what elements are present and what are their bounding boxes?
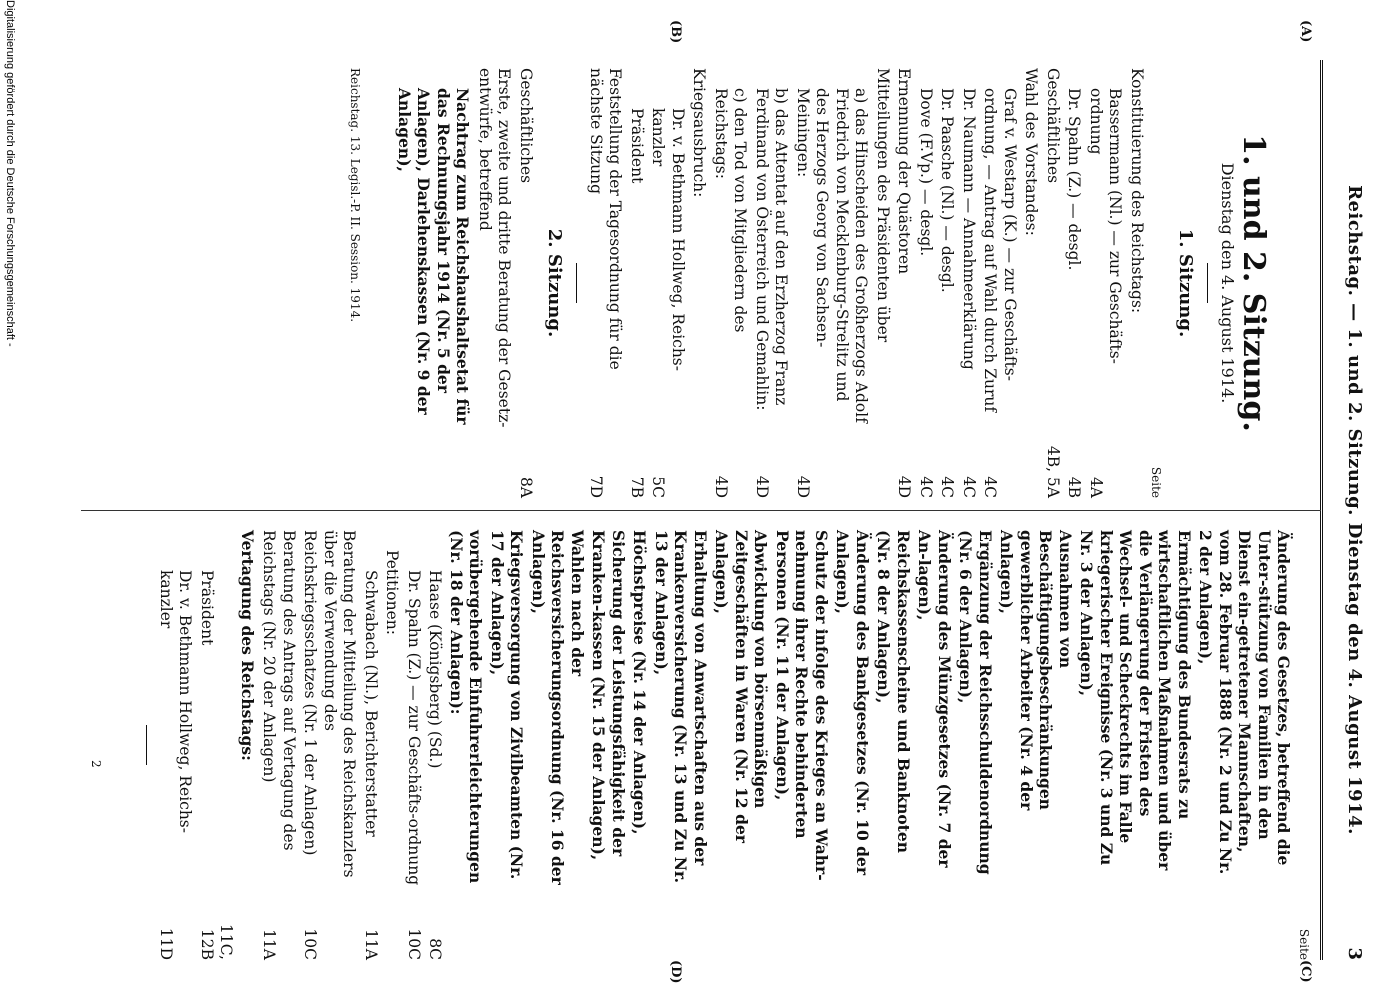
short-rule [147,725,148,765]
toc-entry [793,68,871,498]
toc-entry [488,530,527,960]
toc-entry [1196,530,1294,960]
toc-page: 7D [587,475,605,498]
toc-entry [1077,530,1194,960]
toc-entry [382,530,402,960]
toc-entry [894,68,914,498]
toc-text: Graf v. Westarp (K.) — zur Geschäfts-ordnung, — Antrag auf Wahl durch Zuruf [981,88,1019,413]
toc-entry [300,530,359,960]
toc-text: Änderung des Bankgesetzes (Nr. 10 der Anlagen), [833,530,872,876]
toc-entry [516,68,536,498]
marker-d: (D) [668,960,683,984]
running-head-title: Reichstag. — 1. und 2. Sitzung. Dienstag den 4. August 1914. [1344,185,1365,835]
toc-text: Haase (Königsberg) (Sd.) [426,570,445,769]
toc-entry [238,530,258,960]
toc-page: 4C [917,476,935,498]
toc-text: Schutz der infolge des Krieges an Wahr-nehmung ihrer Rechte behinderten Personen (Nr. 11 der Anlagen), [773,530,831,881]
toc-entry [752,68,791,498]
toc-text: Geschäftliches [1044,68,1062,184]
toc-text: Änderung des Gesetzes, betreffend die Unter-stützung von Familien in den Dienst ein-getretener Mannschaften, vom 28. Februar 1888 (Nr. 2 und Zu Nr. 2 der Anlagen), [1196,530,1294,875]
right-page-number: 3 [1344,947,1365,960]
toc-entry [425,530,445,960]
toc-entry [648,68,687,498]
toc-page: 10C [405,928,423,960]
toc-entry [833,530,872,960]
toc-text: Bassermann (Nl.) — zur Geschäfts-ordnung [1087,88,1125,364]
toc-page: 4C [981,476,1000,498]
toc-text: Ermächtigung des Bundesrats zu wirtschaftlichen Maßnahmen und über die Verlängerung der Fristen des Wechsel- und Scheckrechts im Falle kriegerischer Ereignisse (Nr. 3 und Zu Nr. 3 der Anlagen), [1077,530,1194,871]
toc-page: 4C [938,476,957,498]
toc-text: Präsident [628,108,646,184]
page-title: 1. und 2. Sitzung. [1236,134,1271,432]
toc-page: 4D [712,475,730,498]
toc-page: 4D [895,475,914,498]
toc-entry [589,530,628,960]
toc-entry [447,530,486,960]
toc-entry [652,530,711,960]
toc-text: Dr. Spahn (Z.) — zur Geschäfts-ordnung [405,570,423,886]
toc-page: 4B, 5A [1044,445,1062,498]
toc-entry [916,68,936,498]
running-head [1343,60,1383,960]
toc-entry [712,530,771,960]
toc-entry [997,530,1075,960]
toc-entry [937,68,957,498]
session-date: Dienstag den 4. August 1914. [1218,162,1238,404]
toc-text: Vertagung des Reichstags: [238,530,257,761]
toc-entry [197,530,236,960]
toc-text: Ernennung der Quästoren [895,68,914,275]
toc-text: Feststellung der Tagesordnung für die nächste Sitzung [587,68,625,370]
toc-text: a) das Hinscheiden des Großherzogs Adolf Friedrich von Mecklenburg-Strelitz und des Herzogs Georg von Sachsen-Meiningen: [794,88,871,423]
toc-text: Präsident [198,570,216,646]
dfg-credit: Digitalisierung gefördert durch die Deutsche Forschungsgemeinschaft - [4,0,16,347]
toc-entry [1064,68,1084,498]
toc-entry [689,68,709,498]
toc-page: 11C, 12B [198,924,236,960]
toc-text: Wahlen nach der Reichsversicherungsordnung (Nr. 16 der Anlagen), [529,530,587,885]
toc-page: 11A [362,929,380,960]
toc-page: 7B [628,476,646,498]
marker-a: (A) [1298,20,1313,43]
toc-page: 4C [960,476,978,498]
toc-text: Wahl des Vorstandes: [1022,68,1041,236]
session-1-heading: 1. Sitzung. [1175,228,1196,338]
toc-text: Schwabach (Nl.), Berichterstatter [362,570,380,837]
toc-text: vorübergehende Einfuhrerleichterungen (Nr. 18 der Anlagen): [447,530,486,884]
toc-text: Dr. v. Bethmann Hollweg, Reichs-kanzler [157,570,195,834]
toc-text: Ergänzung der Reichsschuldenordnung (Nr. 6 der Anlagen), [956,530,995,875]
toc-entry [873,68,893,498]
toc-text: Dr. Spahn (Z.) — desgl. [1065,88,1084,271]
toc-entry [956,530,995,960]
marker-c: (C) [1298,960,1313,983]
toc-page: 4B [1065,476,1084,498]
toc-text: Erste, zweite und dritte Beratung der Gesetz-entwürfe, betreffend [476,68,514,428]
toc-page: 8C [426,938,445,960]
dfg-margin [2,0,20,1000]
toc-text: Dr. v. Bethmann Hollweg, Reichs-kanzler [649,108,687,372]
toc-text: Kriegsversorgung von Zivilbeamten (Nr. 17 der Anlagen), [488,530,527,880]
toc-text: Nachtrag zum Reichshaushaltsetat für das Rechnungsjahr 1914 (Nr. 5 der Anlagen), Darlehenskassen (Nr. 9 der Anlagen), [395,88,473,425]
toc-page: 10C [301,928,320,960]
toc-page: 4D [753,475,771,498]
toc-text: Ausnahmen von Beschäftigungsbeschränkungen gewerblicher Arbeiter (Nr. 4 der Anlagen), [997,530,1075,811]
toc-entry [361,530,381,960]
toc-entry [259,530,298,960]
toc-page: 8A [517,476,535,498]
toc-text: Konstituierung des Reichstags: [1128,68,1146,314]
footer-note: Reichstag. 13. Legisl.-P. II. Session. 1914. [348,68,363,323]
toc-entry [1021,68,1041,498]
toc-text: Höchstpreise (Nr. 14 der Anlagen), [630,530,650,835]
toc-page: 4D [794,475,812,498]
toc-entry [1127,68,1147,498]
toc-entry [630,530,650,960]
toc-entry [395,68,473,498]
left-column [345,68,1313,498]
toc-entry [915,530,954,960]
toc-text: Beratung der Mitteilung des Reichskanzlers über die Verwendung des Reichskriegsschatzes (Nr. 1 der Anlagen) [301,530,359,878]
toc-text: Kriegsausbruch: [690,68,709,198]
toc-text: Sicherung der Leistungsfähigkeit der Kranken-kassen (Nr. 15 der Anlagen), [589,530,628,861]
short-rule [1207,263,1208,303]
page-number-bottom: 2 [89,760,103,768]
right-column [139,530,1314,960]
toc-text: Änderung des Münzgesetzes (Nr. 7 der An-lagen), [915,530,954,868]
toc-page: 4A [1087,476,1105,498]
toc-entry [773,530,832,960]
column-divider [81,510,1321,511]
toc-entry [404,530,424,960]
toc-text: Abwicklung von börsenmäßigen Zeitgeschäften in Waren (Nr. 12 der Anlagen), [712,530,771,843]
toc-text: Mitteilungen des Präsidenten über [874,68,892,343]
toc-text: Petitionen: [383,550,402,635]
short-rule [577,263,578,303]
toc-entry [586,68,625,498]
seite-label-left: Seite [1149,466,1164,498]
toc-entry [1086,68,1125,498]
toc-text: Geschäftliches [517,68,535,184]
toc-page: 11A [260,929,279,960]
toc-text: Dove (F.Vp.) — desgl. [917,88,935,257]
toc-entry [475,68,514,498]
marker-b: (B) [668,20,683,44]
toc-entry [959,68,979,498]
toc-text: Dr. Paasche (Nl.) — desgl. [938,88,957,293]
toc-text: Dr. Naumann — Annahmeerklärung [960,88,978,370]
toc-text: Reichskassenscheine und Banknoten (Nr. 8 der Anlagen), [874,530,913,853]
toc-entry [529,530,588,960]
toc-text: b) das Attentat auf den Erzherzog Franz Ferdinand von Österreich und Gemahlin: [753,88,791,411]
seite-label-right: Seite [1297,928,1311,960]
toc-entry [627,68,647,498]
toc-entry [980,68,1019,498]
toc-text: Beratung des Antrags auf Vertagung des Reichstags (Nr. 20 der Anlagen) [260,530,298,851]
toc-entry [1043,68,1063,498]
toc-entry [711,68,750,498]
toc-page: 11D [157,927,175,960]
toc-entry [156,530,195,960]
toc-entry [874,530,913,960]
toc-text: c) den Tod von Mitgliedern des Reichstags: [712,88,750,333]
session-2-heading: 2. Sitzung. [544,228,566,338]
toc-page: 5C [649,476,668,498]
toc-text: Erhaltung von Anwartschaften aus der Krankenversicherung (Nr. 13 und Zu Nr. 13 der Anlagen), [652,530,710,884]
